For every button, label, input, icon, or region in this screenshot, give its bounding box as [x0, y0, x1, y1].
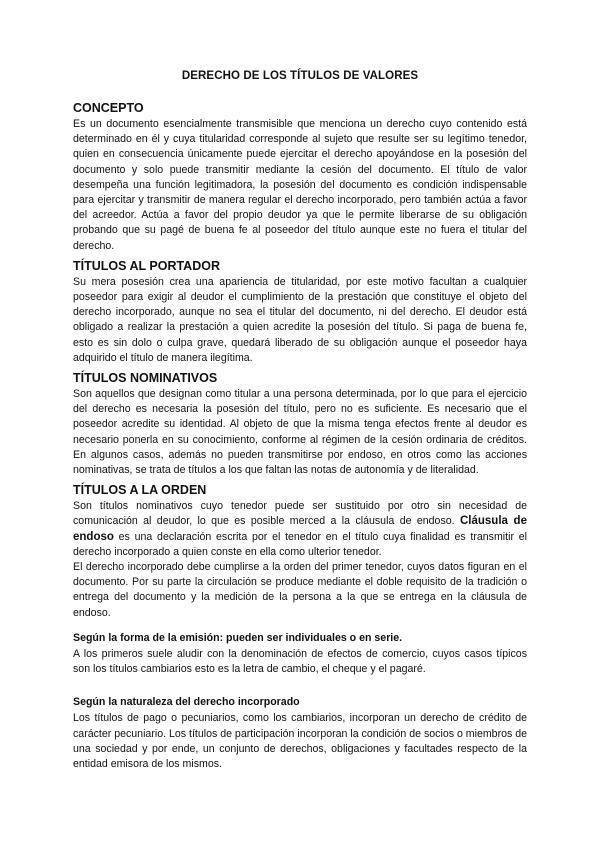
section-heading-concepto: CONCEPTO	[73, 101, 144, 115]
section-titulos-nominativos	[73, 370, 527, 478]
document-title: DERECHO DE LOS TÍTULOS DE VALORES	[181, 70, 419, 82]
subsection-forma-emision	[73, 631, 527, 677]
paragraph-titulos-al-portador: Su mera posesión crea una apariencia de titularidad, por este motivo facultan a cualquier poseedor para exigir al deudor el cumplimiento de la prestación que constituye el objeto del derecho incorporado, aunque no sea el titular del documento, ni del derecho. El deudor está obligado a realizar la prestación a quien acredite la posesión del título. Si paga de buena fe, esto es sin dolo o culpa grave, quedará liberado de su obligación aunque el poseedor haya adquirido el título de manera ilegítima.	[73, 275, 527, 364]
paragraph-titulos-a-la-orden-1	[73, 499, 527, 560]
section-heading-titulos-al-portador: TÍTULOS AL PORTADOR	[73, 258, 220, 273]
section-titulos-a-la-orden	[73, 482, 527, 621]
bold-term-clausula-de-endoso: Cláusula de endoso	[73, 515, 527, 543]
paragraph-concepto: Es un documento esencialmente transmisible que menciona un derecho cuyo contenido está determinado en él y cuya titularidad corresponde al sujeto que resulte ser su legítimo tenedor, quien en consecuencia únicamente puede ejercitar el derecho apoyándose en la posesión del documento y solo puede transmitir mediante la cesión del documento. El título de valor desempeña una función legitimadora, la posesión del documento es condición indispensable para ejercitar y transmitir de manera regular el derecho incorporado, pero también actúa a favor del acreedor. Actúa a favor del propio deudor ya que le permite liberarse de su obligación probando que su pagé de buena fe al poseedor del título aunque este no fuera el titular del derecho.	[73, 118, 527, 252]
subsection-naturaleza-derecho	[73, 695, 527, 772]
paragraph-text: es una declaración escrita por el tenedor en el título cuya finalidad es transmitir el derecho incorporado a quien conste en ella como ulterior tenedor.	[73, 530, 527, 558]
paragraph-titulos-nominativos: Son aquellos que designan como titular a una persona determinada, por lo que para el ejercicio del derecho es necesaria la posesión del título, pero no es suficiente. Es necesario que el poseedor acredite su identidad. Al objeto de que la misma tenga efectos frente al deudor es necesario ponerla en su conocimiento, conforme al régimen de la cesión ordinaria de créditos. En algunos casos, además no pueden transmitirse por endoso, en otros como las acciones nominativas, se trata de títulos a los que faltan las notas de autonomía y de literalidad.	[73, 388, 527, 477]
section-heading-titulos-nominativos: TÍTULOS NOMINATIVOS	[73, 371, 218, 386]
paragraph-titulos-a-la-orden-2: El derecho incorporado debe cumplirse a la orden del primer tenedor, cuyos datos figuran en el documento. Por su parte la circulación se produce mediante el doble requisito de la tradición o entrega del documento y la medición de la persona a la que se entrega en la cláusula de endoso.	[73, 561, 527, 619]
paragraph-naturaleza-derecho: Los títulos de pago o pecuniarios, como los cambiarios, incorporan un derecho de crédito de carácter pecuniario. Los títulos de participación incorporan la condición de socios o miembros de una sociedad y por ende, un conjunto de derechos, obligaciones y facultades respecto de la entidad emisora de los mismos.	[73, 712, 528, 770]
paragraph-forma-emision: A los primeros suele aludir con la denominación de efectos de comercio, cuyos casos típicos son los títulos cambiarios esto es la letra de cambio, el cheque y el pagaré.	[73, 647, 527, 676]
section-heading-titulos-a-la-orden: TÍTULOS A LA ORDEN	[73, 483, 207, 498]
section-concepto	[73, 100, 527, 254]
subsection-heading-naturaleza-derecho: Según la naturaleza del derecho incorporado	[73, 696, 300, 709]
section-titulos-al-portador	[73, 258, 527, 366]
subsection-heading-forma-emision: Según la forma de la emisión: pueden ser individuales o en serie.	[73, 631, 403, 644]
paragraph-text: Son títulos nominativos cuyo tenedor puede ser sustituido por otro sin necesidad de comunicación al deudor, lo que es posible merced a la cláusula de endoso.	[73, 500, 527, 528]
spacer	[73, 681, 527, 695]
